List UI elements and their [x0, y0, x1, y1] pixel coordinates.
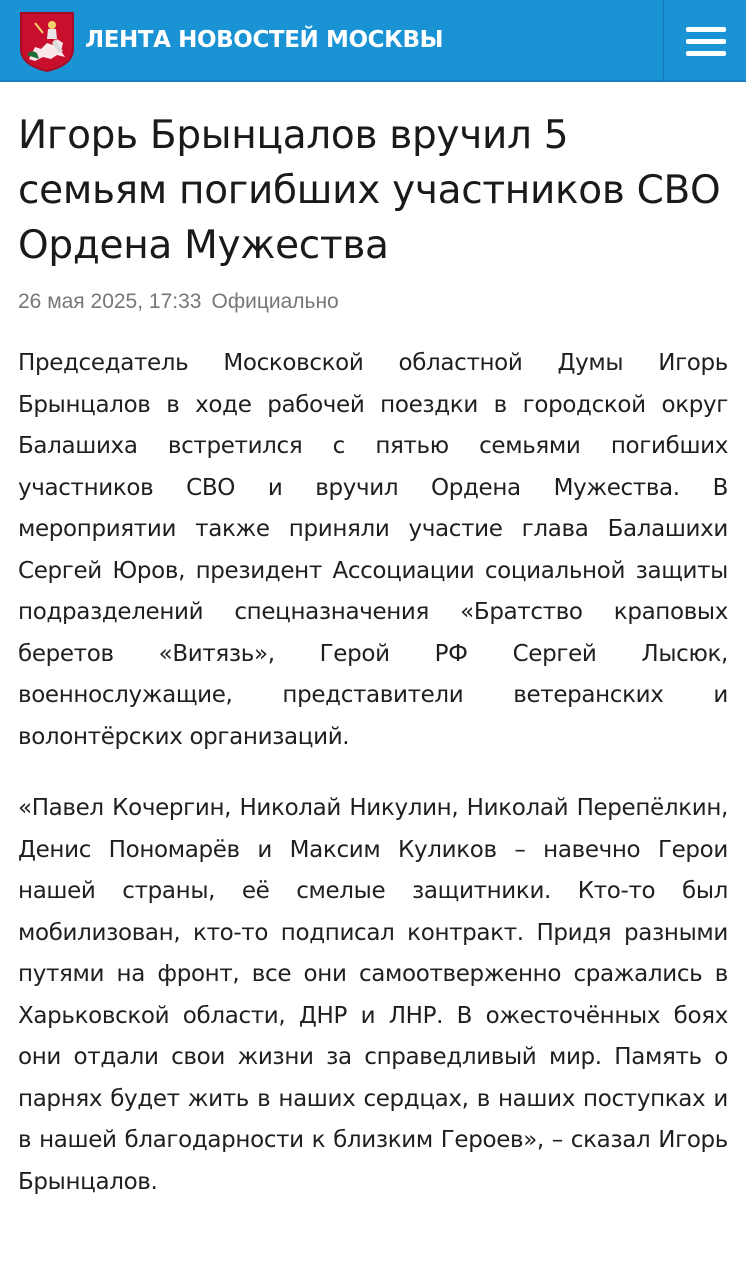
article-paragraph: «Павел Кочергин, Николай Никулин, Николай Перепёлкин, Денис Пономарёв и Максим Куликов – навечно Герои нашей страны, её смелые защитники. Кто-то был мобилизован, кто-то подписал контракт. Придя разными путями на фронт, все они самоотверженно сражались в Харьковской области, ДНР и ЛНР. В ожесточённых боях они отдали свои жизни за справедливый мир. Память о парнях будет жить в наших сердцах, в наших поступках и в нашей благодарности к близким Героев», – сказал Игорь Брынцалов. — [18, 795, 728, 1195]
hamburger-menu-icon[interactable] — [664, 0, 746, 82]
menu-bar — [686, 27, 726, 32]
site-header — [0, 0, 746, 82]
moscow-coat-of-arms-icon[interactable] — [17, 9, 77, 73]
article-category[interactable]: Официально — [211, 290, 339, 313]
site-title[interactable]: ЛЕНТА НОВОСТЕЙ МОСКВЫ — [85, 27, 444, 53]
article-date: 26 мая 2025, 17:33 — [18, 290, 202, 313]
article — [18, 108, 728, 1203]
menu-bar — [686, 39, 726, 44]
article-meta — [18, 290, 728, 314]
article-title: Игорь Брынцалов вручил 5 семьям погибших участников СВО Ордена Мужества — [18, 113, 721, 268]
menu-bar — [686, 51, 726, 56]
article-paragraph: Председатель Московской областной Думы Игорь Брынцалов в ходе рабочей поездки в городской округ Балашиха встретился с пятью семьями погибших участников СВО и вручил Ордена Мужества. В мероприятии также приняли участие глава Балашихи Сергей Юров, президент Ассоциации социальной защиты подразделений спецназначения «Братство краповых беретов «Витязь», Герой РФ Сергей Лысюк, военнослужащие, представители ветеранских и волонтёрских организаций. — [18, 350, 728, 750]
